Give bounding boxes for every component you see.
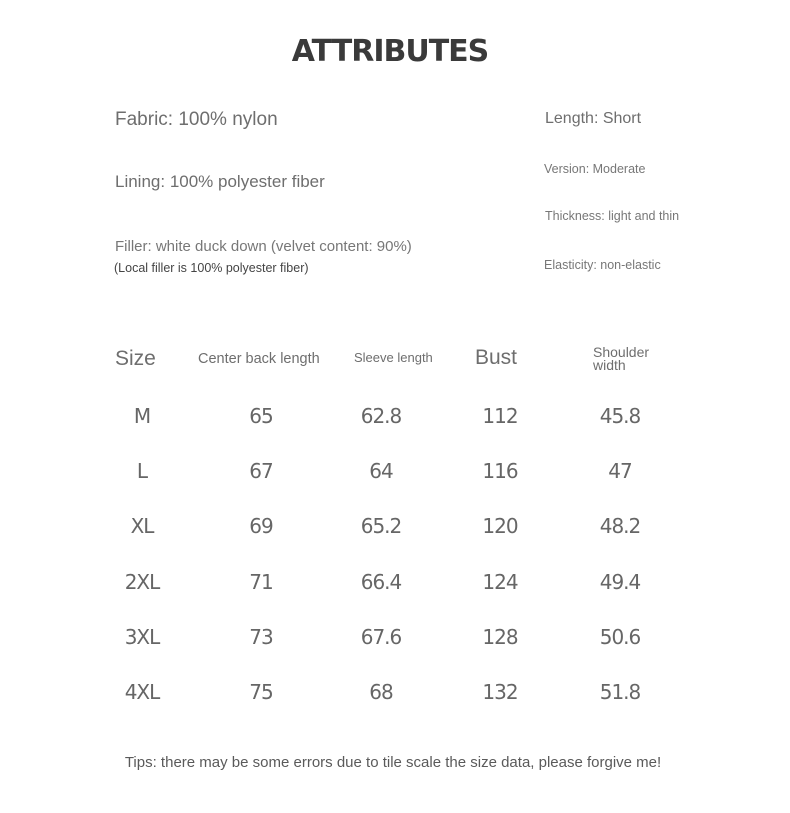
cell-sleeve-length: 68 xyxy=(369,680,393,704)
tips-note: Tips: there may be some errors due to tile scale the size data, please forgive me! xyxy=(124,754,662,771)
cell-size: L xyxy=(136,459,148,483)
attribute-filler: Filler: white duck down (velvet content: 90%) xyxy=(115,238,412,255)
cell-center-back-length: 65 xyxy=(249,404,273,428)
cell-sleeve-length: 64 xyxy=(369,459,393,483)
cell-bust: 112 xyxy=(482,404,518,428)
cell-sleeve-length: 67.6 xyxy=(360,625,402,649)
cell-bust: 132 xyxy=(482,680,518,704)
cell-sleeve-length: 66.4 xyxy=(360,570,402,594)
cell-bust: 124 xyxy=(482,570,518,594)
cell-bust: 128 xyxy=(482,625,518,649)
header-sleeve-length: Sleeve length xyxy=(354,350,433,365)
attribute-filler-note: (Local filler is 100% polyester fiber) xyxy=(114,261,309,275)
attribute-lining: Lining: 100% polyester fiber xyxy=(115,172,325,191)
header-bust: Bust xyxy=(475,346,518,369)
cell-size: M xyxy=(133,404,151,428)
cell-bust: 120 xyxy=(482,514,518,538)
cell-shoulder-width: 45.8 xyxy=(599,404,641,428)
cell-shoulder-width: 48.2 xyxy=(599,514,641,538)
cell-bust: 116 xyxy=(482,459,518,483)
cell-shoulder-width: 49.4 xyxy=(599,570,641,594)
cell-center-back-length: 71 xyxy=(249,570,273,594)
cell-size: 4XL xyxy=(124,680,160,704)
page-title: ATTRIBUTES xyxy=(291,34,489,69)
cell-size: XL xyxy=(130,514,154,538)
attribute-elasticity: Elasticity: non-elastic xyxy=(544,258,661,272)
cell-size: 3XL xyxy=(124,625,160,649)
attribute-length: Length: Short xyxy=(545,110,642,127)
attribute-fabric: Fabric: 100% nylon xyxy=(115,109,278,130)
header-shoulder-width: Shoulder width xyxy=(593,344,650,373)
cell-shoulder-width: 47 xyxy=(608,459,632,483)
cell-center-back-length: 73 xyxy=(249,625,273,649)
header-center-back-length: Center back length xyxy=(198,351,320,367)
cell-shoulder-width: 51.8 xyxy=(599,680,641,704)
cell-sleeve-length: 65.2 xyxy=(360,514,402,538)
cell-shoulder-width: 50.6 xyxy=(599,625,641,649)
header-size: Size xyxy=(115,347,156,370)
cell-center-back-length: 75 xyxy=(249,680,273,704)
attribute-version: Version: Moderate xyxy=(544,162,646,176)
cell-size: 2XL xyxy=(124,570,160,594)
cell-center-back-length: 69 xyxy=(249,514,273,538)
cell-sleeve-length: 62.8 xyxy=(360,404,402,428)
attribute-thickness: Thickness: light and thin xyxy=(545,209,680,223)
cell-center-back-length: 67 xyxy=(249,459,273,483)
